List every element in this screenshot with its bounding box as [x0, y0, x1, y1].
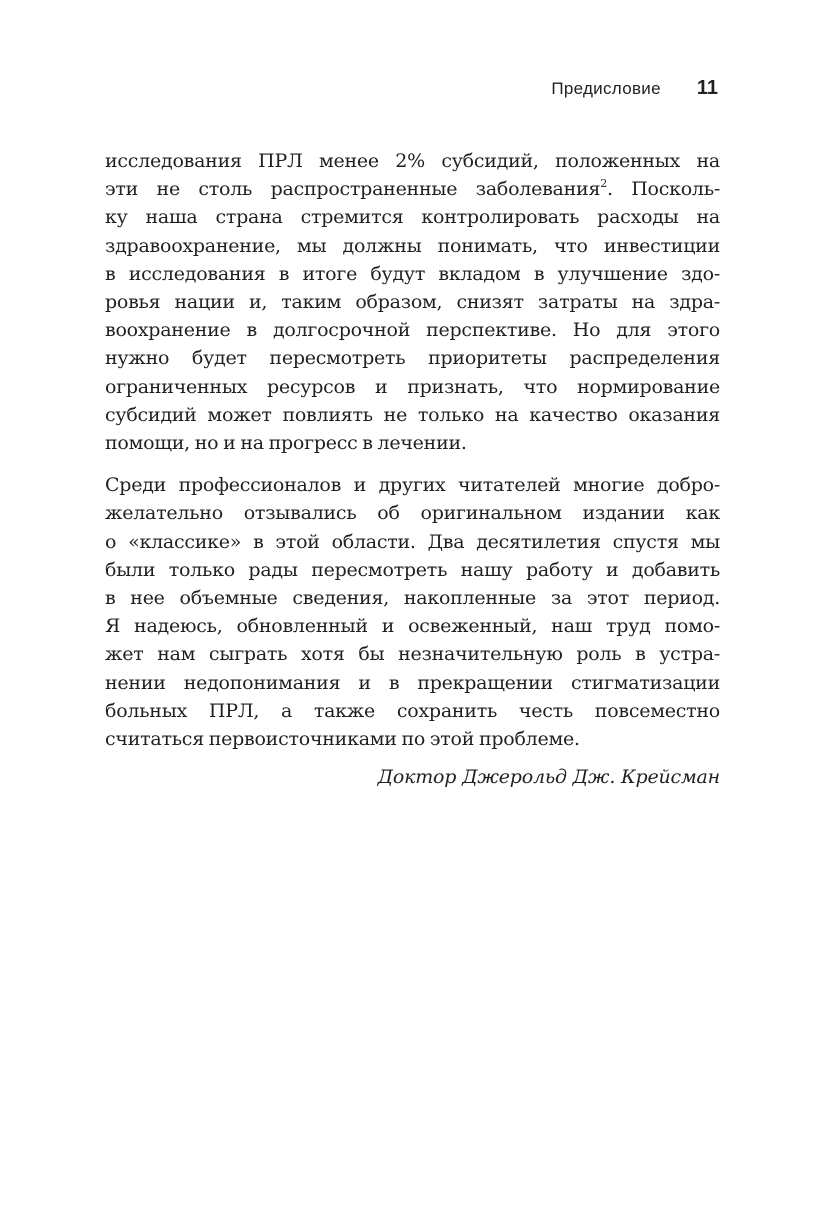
author-signature: Доктор Джерольд Дж. Крейсман — [377, 766, 720, 788]
text-line-tail: . Посколь- — [606, 178, 720, 201]
text-line: в исследования в итоге будут вкладом в улучшение здо- — [105, 262, 720, 285]
text-line: Я надеюсь, обновленный и освеженный, наш труд помо- — [105, 615, 720, 638]
text-line: жет нам сыграть хотя бы незначительную роль в устра- — [105, 643, 720, 666]
text-line: нужно будет пересмотреть приоритеты распределения — [105, 347, 720, 370]
body-text — [105, 147, 720, 753]
text-line: нении недопонимания и в прекращении стигматизации — [105, 671, 720, 694]
paragraph-2 — [105, 471, 720, 753]
page-number: 11 — [696, 77, 718, 99]
text-line: воохранение в долгосрочной перспективе. Но для этого — [105, 319, 720, 342]
footnote-reference[interactable]: 2 — [600, 177, 607, 191]
text-line: помощи, но и на прогресс в лечении. — [105, 432, 467, 455]
text-line: больных ПРЛ, а также сохранить честь повсеместно — [105, 699, 720, 722]
text-line: ровья нации и, таким образом, снизят затраты на здра- — [105, 291, 720, 314]
text-line-head: эти не столь распространенные заболевания — [105, 178, 601, 201]
chapter-title: Предисловие — [551, 79, 661, 98]
paragraph-1 — [105, 147, 720, 457]
text-line: ку наша страна стремится контролировать расходы на — [105, 206, 720, 229]
text-line: были только рады пересмотреть нашу работу и добавить — [105, 558, 720, 581]
text-line: субсидий может повлиять не только на качество оказания — [105, 403, 720, 426]
text-line-with-footnote — [105, 175, 720, 203]
text-line: считаться первоисточниками по этой проблеме. — [105, 728, 580, 751]
text-line: желательно отзывались об оригинальном издании как — [105, 502, 720, 525]
text-line: ограниченных ресурсов и признать, что нормирование — [105, 375, 720, 398]
running-header — [400, 77, 720, 100]
text-line: в нее объемные сведения, накопленные за этот период. — [105, 587, 720, 610]
text-line: здравоохранение, мы должны понимать, что инвестиции — [105, 234, 720, 257]
text-line: о «классике» в этой области. Два десятилетия спустя мы — [105, 530, 720, 553]
text-line: Среди профессионалов и других читателей многие добро- — [105, 474, 720, 497]
text-line: исследования ПРЛ менее 2% субсидий, положенных на — [105, 150, 720, 172]
